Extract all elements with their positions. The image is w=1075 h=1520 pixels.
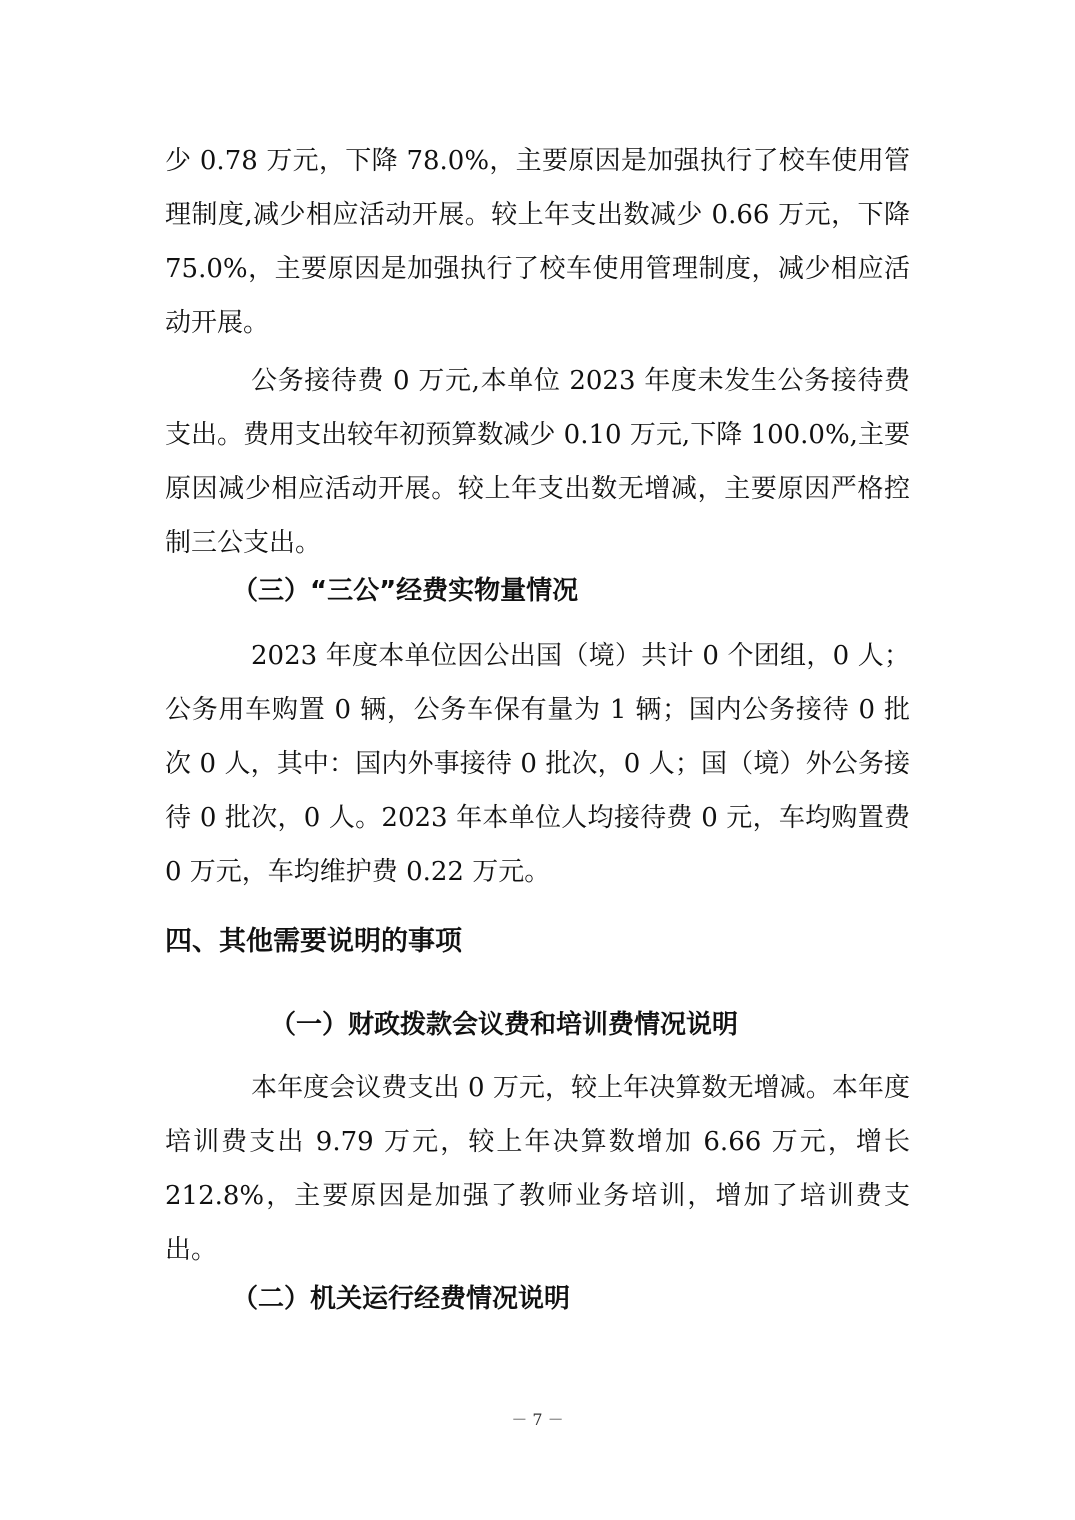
paragraph-reception-expense: 公务接待费 0 万元,本单位 2023 年度未发生公务接待费支出。费用支出较年初预算数减少 0.10 万元,下降 100.0%,主要原因减少相应活动开展。较上年支出数无增减，主要原因严格控制三公支出。	[165, 366, 910, 558]
heading-section-four: 四、其他需要说明的事项	[165, 926, 462, 957]
paragraph-sangong-physical: 2023 年度本单位因公出国（境）共计 0 个团组，0 人；公务用车购置 0 辆，公务车保有量为 1 辆；国内公务接待 0 批次 0 人，其中：国内外事接待 0 批次，0 人；国（境）外公务接待 0 批次，0 人。2023 年本单位人均接待费 0 元，车均购置费 0 万元，车均维护费 0.22 万元。	[165, 641, 910, 887]
heading-sangong-physical: （三）“三公”经费实物量情况	[232, 576, 579, 606]
heading-meeting-training: （一）财政拨款会议费和培训费情况说明	[270, 1010, 739, 1040]
heading-operating-expense: （二）机关运行经费情况说明	[232, 1284, 571, 1314]
page-number: － 7 －	[511, 1410, 564, 1429]
paragraph-meeting-training: 本年度会议费支出 0 万元，较上年决算数无增减。本年度培训费支出 9.79 万元，较上年决算数增加 6.66 万元，增长 212.8%，主要原因是加强了教师业务培训，增加了培训费支出。	[165, 1073, 910, 1265]
paragraph-vehicle-expense: 少 0.78 万元，下降 78.0%，主要原因是加强执行了校车使用管理制度,减少相应活动开展。较上年支出数减少 0.66 万元，下降 75.0%，主要原因是加强执行了校车使用管理制度，减少相应活动开展。	[165, 146, 910, 338]
